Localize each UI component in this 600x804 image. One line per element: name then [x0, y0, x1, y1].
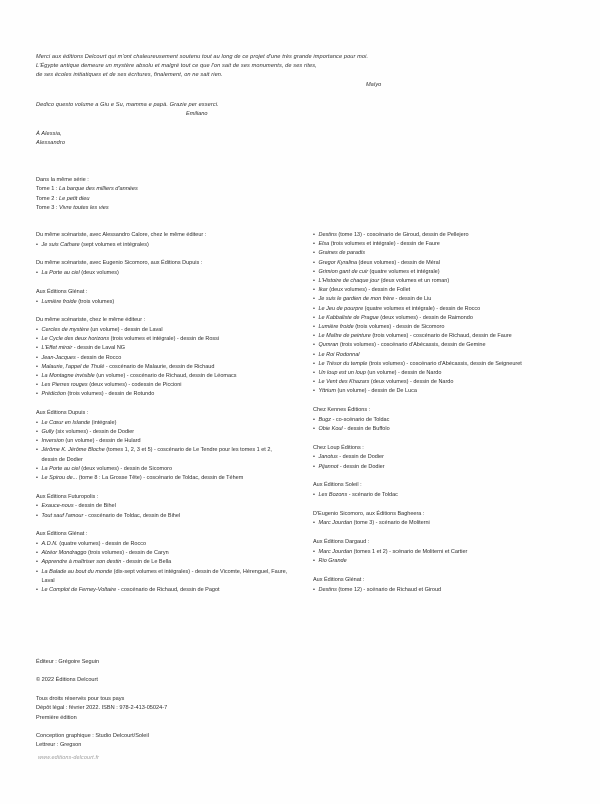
- bibliography-entry: [36, 474, 289, 483]
- same-series-section: [36, 176, 336, 213]
- bibliography-entry-details: (tome 3) - scénario de Moliterni: [352, 520, 430, 527]
- bibliography-entry-title: Obie Koul: [318, 426, 343, 433]
- bullet-icon: •: [36, 419, 38, 426]
- bullet-icon: •: [313, 351, 315, 358]
- bullet-icon: •: [36, 540, 38, 547]
- bibliography-entry: [36, 586, 289, 595]
- bibliography-group: [36, 231, 289, 250]
- dedication-line: L'Égypte antique demeure un mystère absolu et malgré tout ce que l'on sait de ses monuments, de ses rites,: [36, 63, 317, 70]
- bibliography-entry-title: Bugz: [318, 416, 332, 423]
- bullet-icon: •: [36, 363, 38, 370]
- bullet-icon: •: [36, 382, 38, 389]
- bibliography-entry-details: (deux volumes) - dessin de Follet: [327, 287, 411, 294]
- bibliography-group-heading: Chez Kennes Éditions :: [313, 407, 371, 414]
- bibliography-entry-title: Un loup est un loup: [318, 370, 366, 377]
- bibliography-entry: [36, 363, 289, 372]
- bibliography-entry-details: (trois volumes) - coscénario d'Abécassis, dessin de Gemine: [338, 342, 486, 349]
- bullet-icon: •: [36, 354, 38, 361]
- bibliography-entry-title: La Montagne invisible: [41, 372, 95, 379]
- colophon-copyright-block: [36, 676, 366, 685]
- bibliography-group-heading: Du même scénariste, avec Eugenio Sicomoro, aux Éditions Dupuis :: [36, 260, 203, 267]
- bullet-icon: •: [313, 548, 315, 555]
- bibliography-entry-details: (tome 13) - coscénario de Giroud, dessin de Pellejero: [336, 232, 469, 238]
- bibliography-entry-details: (trois volumes) - coscénario d'Abécassis, dessin de Seigneuret: [367, 360, 522, 367]
- bibliography-group-heading: Aux Éditions Dargaud :: [313, 539, 370, 546]
- bibliography-entry-title: Gully: [41, 428, 55, 435]
- bibliography-entry-title: Le Complot de Ferney-Voltaire: [41, 587, 117, 593]
- bibliography-entry: [36, 381, 289, 390]
- bibliography-entry-title: Destins: [318, 232, 337, 238]
- bibliography-entry-details: (trois volumes et intégrale) - dessin de Rossi: [109, 336, 220, 343]
- bibliography-entry-details: (intégrale): [90, 419, 117, 426]
- bibliography-entry-title: Le Kabbaliste de Prague: [318, 314, 379, 321]
- dedication-block: [36, 53, 536, 90]
- bullet-icon: •: [313, 416, 315, 423]
- bibliography-entry-title: Jean-Jacques: [41, 354, 76, 361]
- bullet-icon: •: [313, 360, 315, 367]
- bibliography-entry-title: Marc Jourdan: [318, 548, 353, 555]
- bibliography-group: [36, 493, 289, 521]
- edition-line: Première édition: [36, 714, 77, 721]
- bibliography-entry-title: A.D.N.: [41, 540, 58, 547]
- bibliography-entry-title: Les Pierres rouges: [41, 382, 88, 389]
- bullet-icon: •: [36, 447, 38, 454]
- dedication-line: Dedico questo volume a Giu e Su, mamma e papà. Grazie per esserci.: [36, 101, 219, 108]
- bibliography-group: [313, 231, 566, 397]
- bullet-icon: •: [36, 241, 38, 248]
- bibliography-entry-details: (un volume) - dessin de Hulard: [63, 438, 141, 445]
- bullet-icon: •: [36, 587, 38, 593]
- bullet-icon: •: [313, 232, 315, 238]
- bibliography-entry-details: (tome 8 : La Grosse Tête) - coscénario de Toldac, dessin de Téhem: [77, 474, 244, 481]
- bibliography-entry-title: Le Vent des Khazars: [318, 379, 370, 386]
- bullet-icon: •: [36, 474, 38, 481]
- bibliography-entry-title: Alzéor Mondraggo: [41, 550, 87, 557]
- bibliography-group: [313, 444, 566, 472]
- bibliography-group: [36, 530, 289, 595]
- bibliography-entry-title: L'Histoire de chaque jour: [318, 278, 380, 285]
- bullet-icon: •: [36, 428, 38, 435]
- bibliography-entry-title: La Balade au bout du monde: [41, 568, 113, 575]
- same-series-heading: Dans la même série :: [36, 177, 89, 183]
- series-item: [36, 185, 336, 194]
- bibliography-entry: [36, 558, 289, 567]
- bibliography-entry-details: (quatre volumes et intégrale): [368, 268, 440, 275]
- bibliography-entry-title: Jérôme K. Jérôme Bloche: [41, 447, 105, 454]
- legal-deposit-line: Dépôt légal : février 2022. ISBN : 978-2-413-05024-7: [36, 705, 168, 712]
- bibliography-entry: [313, 277, 566, 286]
- bibliography-entry: [313, 519, 566, 528]
- dedication-line: Merci aux éditions Delcourt qui m'ont chaleureusement soutenu tout au long de ce projet d'une très grande importance pour moi.: [36, 54, 369, 60]
- bibliography-entry: [313, 259, 566, 268]
- bullet-icon: •: [36, 568, 38, 575]
- bibliography-group: [313, 481, 566, 500]
- bibliography-entry-details: (tomes 1 et 2) - scénario de Moliterni et Cartier: [352, 548, 468, 555]
- bibliography-entry-title: Elsa: [318, 241, 330, 248]
- bibliography-group-heading: D'Eugenio Sicomoro, aux Éditions Bagheera :: [313, 510, 425, 517]
- bullet-icon: •: [36, 336, 38, 343]
- same-series-list: [36, 185, 336, 213]
- bibliography-group-heading: Aux Éditions Glénat :: [36, 531, 88, 538]
- bibliography-entry: [313, 453, 566, 462]
- bullet-icon: •: [313, 314, 315, 321]
- bibliography-entry-title: Prédiction: [41, 391, 66, 398]
- graphic-design-line: Conception graphique : Studio Delcourt/Soleil: [36, 733, 149, 740]
- bibliography-entry: [313, 323, 566, 332]
- dedication-line: À Alessia,: [36, 131, 62, 138]
- bibliography-entry-details: (tomes 1, 2, 3 et 5) - coscénario de Le Tendre pour les tomes 1 et 2, dessin de Dodier: [41, 447, 272, 463]
- bullet-icon: •: [36, 298, 38, 305]
- bibliography-group: [313, 576, 566, 595]
- bibliography-entry: [313, 286, 566, 295]
- bibliography-entry: [36, 568, 289, 586]
- bullet-icon: •: [313, 463, 315, 470]
- bibliography-entry: [313, 463, 566, 472]
- series-item-prefix: Tome 2 :: [36, 195, 60, 202]
- bibliography-group: [36, 288, 289, 307]
- bibliography-entry: [36, 428, 289, 437]
- bibliography-entry: [36, 372, 289, 381]
- series-item-title: Le petit dieu: [59, 195, 90, 202]
- dedication-block: [36, 101, 536, 119]
- bibliography-entry: [313, 491, 566, 500]
- bibliography-entry-details: - scénario de Toldac: [347, 492, 398, 499]
- bibliography-entry-title: L'Effet miroir: [41, 345, 73, 352]
- bibliography-entry-details: - dessin de Dodier: [337, 454, 384, 461]
- colophon-legal-block: [36, 695, 366, 723]
- bibliography-entry-title: Cercles de mystère: [41, 326, 89, 333]
- bullet-icon: •: [36, 438, 38, 445]
- bibliography-entry-details: (deux volumes et un roman): [379, 278, 450, 285]
- bibliography-group-heading: Du même scénariste, avec Alessandro Calore, chez le même éditeur :: [36, 232, 207, 238]
- bibliography-entry-details: (trois volumes): [76, 298, 115, 305]
- bibliography-group: [313, 510, 566, 529]
- series-item: [36, 204, 336, 213]
- bibliography-entry-details: - coscénario de Malaurie, dessin de Richaud: [104, 363, 215, 370]
- bibliography-entry-title: Le Roi Rodonnal: [318, 351, 360, 358]
- bibliography-left-column: [36, 231, 289, 605]
- bibliography-entry-details: (deux volumes) - dessin de Raimondo: [378, 314, 473, 321]
- bibliography-entry-details: (un volume) - dessin de De Luca: [335, 388, 417, 395]
- bibliography-entry-details: (trois volumes) - dessin de Caryn: [86, 550, 169, 557]
- bullet-icon: •: [36, 503, 38, 510]
- bibliography-entry-title: Le Maître de peinture: [318, 333, 371, 340]
- bullet-icon: •: [313, 278, 315, 285]
- bibliography-entry-title: Tout sauf l'amour: [41, 512, 84, 519]
- bibliography-entry-title: Lumière froide: [41, 298, 77, 305]
- series-item-title: Vivre toutes les vies: [59, 204, 109, 211]
- bullet-icon: •: [36, 345, 38, 352]
- bullet-icon: •: [36, 326, 38, 333]
- bullet-icon: •: [313, 250, 315, 257]
- bibliography-entry: [313, 387, 566, 396]
- bibliography-entry: [313, 351, 566, 360]
- bibliography-entry: [313, 341, 566, 350]
- bibliography-entry-title: Ikar: [318, 287, 328, 294]
- rights-line: Tous droits réservés pour tous pays: [36, 695, 125, 702]
- bullet-icon: •: [313, 426, 315, 433]
- bibliography-entry-title: Je suis le gardien de mon frère: [318, 296, 395, 303]
- bibliography-entry-title: Exauce-nous: [41, 503, 74, 510]
- bibliography-entry-title: Marc Jourdan: [318, 520, 353, 527]
- bullet-icon: •: [36, 391, 38, 398]
- series-item-title: La barque des milliers d'années: [59, 186, 138, 193]
- bibliography-entry: [313, 360, 566, 369]
- bibliography-entry: [313, 240, 566, 249]
- bibliography-entry-title: Apprendre à maîtriser son destin: [41, 559, 122, 566]
- copyright-line: © 2022 Éditions Delcourt: [36, 677, 98, 684]
- bibliography-entry-details: (un volume) - dessin de Nardo: [365, 370, 442, 377]
- bibliography-entry-title: La Porte au ciel: [41, 465, 80, 472]
- bibliography-entry-title: Pijannot: [318, 463, 339, 470]
- bullet-icon: •: [36, 550, 38, 557]
- bibliography-entry: [313, 416, 566, 425]
- bibliography-entry-details: (six volumes) - dessin de Dodier: [54, 428, 135, 435]
- bibliography-entry-title: Le Spirou de...: [41, 474, 78, 481]
- bibliography-entry-title: Rio Grande: [318, 558, 347, 565]
- bibliography-entry-title: La Porte au ciel: [41, 270, 80, 277]
- bibliography-entry-title: Les Bozons: [318, 492, 348, 499]
- bibliography-group-heading: Aux Éditions Dupuis :: [36, 410, 89, 417]
- bibliography-group-heading: Aux Éditions Glénat :: [313, 576, 365, 583]
- bibliography-group-heading: Aux Éditions Soleil :: [313, 482, 362, 489]
- dedication-signature: Maïyo: [366, 81, 382, 88]
- bibliography-entry-details: - dessin de Buffolo: [342, 426, 390, 433]
- bullet-icon: •: [313, 305, 315, 312]
- series-item: [36, 195, 336, 204]
- bibliography-entry: [313, 586, 566, 595]
- bibliography-right-column: [313, 231, 566, 605]
- bibliography-entry: [313, 231, 566, 240]
- bibliography-group: [36, 259, 289, 278]
- bibliography-entry: [36, 502, 289, 511]
- dedication-line: Alessandro: [36, 140, 66, 147]
- bibliography-entry: [313, 295, 566, 304]
- bibliography-entry-details: (quatre volumes) - dessin de Rocco: [57, 540, 147, 547]
- bibliography-entry: [36, 437, 289, 446]
- bibliography-entry-title: Le Cœur en Islande: [41, 419, 91, 426]
- bullet-icon: •: [313, 268, 315, 275]
- bibliography-group-heading: Chez Loup Éditions :: [313, 444, 364, 451]
- editor-line: Éditeur : Grégoire Seguin: [36, 659, 100, 665]
- lettering-line: Lettreur : Gregson: [36, 742, 82, 749]
- bibliography-group-heading: Aux Éditions Futuropolis :: [36, 493, 99, 500]
- bibliography-entry-title: Le Cycle des deux horizons: [41, 336, 110, 343]
- bullet-icon: •: [313, 324, 315, 331]
- bibliography-entry-details: (deux volumes) - dessin de Sicomoro: [79, 465, 173, 472]
- bibliography-group-heading: Du même scénariste, chez le même éditeur :: [36, 317, 146, 324]
- bibliography-group: [313, 538, 566, 566]
- bibliography-entry-title: Lumière froide: [318, 324, 354, 331]
- bibliography-entry-title: Graines de paradis: [318, 250, 365, 257]
- bibliography-entry-details: (un volume) - coscénario de Richaud, dessin de Léomacs: [94, 372, 237, 379]
- bullet-icon: •: [313, 454, 315, 461]
- series-item-prefix: Tome 3 :: [36, 204, 60, 211]
- dedication-signature: Emiliano: [186, 111, 208, 118]
- bibliography-entry-details: (trois volumes) - dessin de Rotundo: [65, 391, 155, 398]
- bibliography-entry: [313, 249, 566, 258]
- bibliography-entry: [36, 465, 289, 474]
- bibliography-entry-details: (trois volumes) - dessin de Sicomoro: [353, 324, 445, 331]
- bibliography-entry: [36, 298, 289, 307]
- bibliography-entry-title: Gregor Kyralina: [318, 259, 358, 266]
- bullet-icon: •: [313, 558, 315, 565]
- bullet-icon: •: [36, 465, 38, 472]
- bibliography-entry-details: (trois volumes) - coscénario de Richaud, dessin de Faure: [370, 333, 512, 340]
- bibliography-entry-title: Destins: [318, 586, 337, 593]
- bibliography-entry-title: Yttrium: [318, 388, 336, 395]
- bibliography-entry-title: Qumran: [318, 342, 339, 349]
- bibliography-entry-details: (un volume) - dessin de Laval: [88, 326, 163, 333]
- bullet-icon: •: [36, 559, 38, 566]
- bullet-icon: •: [36, 372, 38, 379]
- bibliography-entry: [36, 269, 289, 278]
- bibliography-entry: [36, 354, 289, 363]
- bibliography-group: [313, 406, 566, 434]
- bullet-icon: •: [313, 333, 315, 340]
- bibliography-entry: [36, 540, 289, 549]
- bibliography-entry: [36, 326, 289, 335]
- bullet-icon: •: [313, 241, 315, 248]
- bullet-icon: •: [313, 586, 315, 593]
- bibliography-group: [36, 409, 289, 483]
- bibliography-group-heading: Aux Éditions Glénat :: [36, 288, 88, 295]
- bibliography-entry-details: - dessin de Laval NG: [72, 345, 126, 352]
- bibliography-entry: [36, 446, 289, 464]
- bullet-icon: •: [313, 520, 315, 527]
- bibliography-entry-title: Inversion: [41, 438, 64, 445]
- bullet-icon: •: [313, 259, 315, 266]
- colophon-editor-block: [36, 658, 366, 667]
- bibliography-entry: [313, 557, 566, 566]
- bibliography-entry-details: (deux volumes) - dessin de Méral: [357, 259, 440, 266]
- bibliography-entry-title: Le Trésor du temple: [318, 360, 368, 367]
- bibliography-entry: [313, 332, 566, 341]
- bibliography-entry: [313, 369, 566, 378]
- bibliography-entry: [36, 344, 289, 353]
- colophon-credits-block: [36, 732, 366, 751]
- bibliography-entry: [313, 305, 566, 314]
- bibliography-entry: [313, 378, 566, 387]
- bibliography-entry: [36, 512, 289, 521]
- bibliography-entry-details: - dessin de Bihel: [73, 503, 116, 510]
- bibliography-entry-details: (deux volumes): [79, 270, 119, 277]
- bibliography-entry-details: - dessin de Rocco: [75, 354, 122, 361]
- bullet-icon: •: [313, 287, 315, 294]
- bullet-icon: •: [313, 388, 315, 395]
- bibliography-entry-details: - coscénario de Toldac, dessin de Bihel: [83, 512, 181, 519]
- bibliography-entry-title: Grimion gant de cuir: [318, 268, 369, 275]
- bibliography-entry-title: Je suis Cathare: [41, 241, 80, 248]
- bibliography-entry: [313, 425, 566, 434]
- bibliography-entry-details: (tome 12) - scénario de Richaud et Giroud: [336, 586, 442, 593]
- series-item-prefix: Tome 1 :: [36, 186, 60, 193]
- bibliography-entry: [36, 419, 289, 428]
- dedication-block: [36, 130, 536, 148]
- bibliography-entry: [36, 390, 289, 399]
- bibliography-entry-details: (dix-sept volumes et intégrales) - dessin de Vicomte, Hérenguel, Faure, Laval: [41, 568, 288, 584]
- bibliography-entry: [36, 335, 289, 344]
- bibliography-entry-details: - co-scénario de Toldac: [331, 416, 390, 423]
- bibliography-entry-details: (sept volumes et intégrales): [79, 241, 149, 248]
- bibliography-entry-details: (deux volumes) - codessin de Piccioni: [87, 382, 182, 389]
- bibliography-section: [36, 231, 566, 605]
- bibliography-entry-details: - coscénario de Richaud, dessin de Pagot: [116, 587, 220, 593]
- bibliography-entry-details: (trois volumes et intégrale) - dessin de Faure: [329, 241, 440, 248]
- colophon-section: [36, 658, 366, 760]
- bullet-icon: •: [313, 379, 315, 386]
- publisher-website[interactable]: www.editions-delcourt.fr: [38, 755, 100, 761]
- bibliography-entry-details: - dessin de Le Bella: [121, 559, 172, 566]
- bibliography-entry: [313, 548, 566, 557]
- bibliography-entry: [313, 314, 566, 323]
- bibliography-entry-title: Le Jeu de pourpre: [318, 305, 364, 312]
- bibliography-entry: [36, 549, 289, 558]
- bibliography-entry-title: Janotus: [318, 454, 338, 461]
- bullet-icon: •: [36, 270, 38, 277]
- bibliography-entry: [313, 268, 566, 277]
- bibliography-entry: [36, 241, 289, 250]
- dedications-section: [36, 53, 536, 160]
- bullet-icon: •: [313, 296, 315, 303]
- bibliography-entry-title: Malaurie, l'appel de Thulé: [41, 363, 105, 370]
- bullet-icon: •: [313, 370, 315, 377]
- bibliography-entry-details: - dessin de Liu: [394, 296, 432, 303]
- bibliography-entry-details: - dessin de Dodier: [338, 463, 385, 470]
- bibliography-group: [36, 316, 289, 399]
- bullet-icon: •: [36, 512, 38, 519]
- bullet-icon: •: [313, 492, 315, 499]
- bullet-icon: •: [313, 342, 315, 349]
- dedication-line: de ses écoles initiatiques et de ses écritures, finalement, on ne sait rien.: [36, 72, 223, 79]
- bibliography-entry-details: (quatre volumes et intégrale) - dessin de Rocco: [363, 305, 481, 312]
- bibliography-entry-details: (deux volumes) - dessin de Nardo: [369, 379, 454, 386]
